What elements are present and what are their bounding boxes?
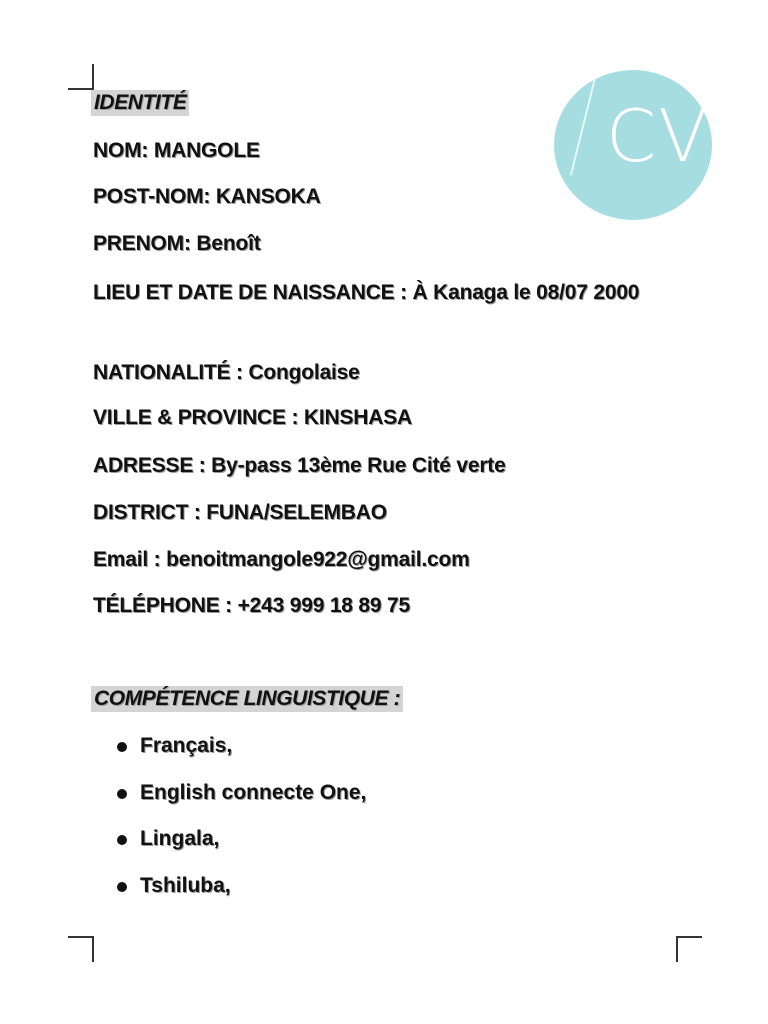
field-birth: LIEU ET DATE DE NAISSANCE : À Kanaga le 08/07 2000	[93, 281, 640, 304]
field-nom: NOM: MANGOLE	[93, 139, 260, 162]
field-prenom: PRENOM: Benoît	[93, 232, 261, 255]
list-item	[117, 734, 366, 781]
field-email: Email : benoitmangole922@gmail.com	[93, 548, 470, 571]
language-list	[117, 734, 366, 920]
logo-slash	[570, 78, 596, 176]
bullet-icon	[117, 835, 127, 845]
bullet-icon	[117, 789, 127, 799]
list-item	[117, 874, 366, 921]
crop-mark-bottom-right	[676, 936, 702, 962]
bullet-icon	[117, 882, 127, 892]
list-item	[117, 827, 366, 874]
cv-logo	[554, 70, 712, 220]
crop-mark-bottom-left	[68, 936, 94, 962]
language-label: Lingala,	[140, 827, 220, 850]
language-label: Tshiluba,	[140, 873, 231, 897]
field-post-nom: POST-NOM: KANSOKA	[93, 185, 321, 208]
language-label: English connecte One,	[140, 780, 367, 804]
section-title-languages: COMPÉTENCE LINGUISTIQUE :	[91, 686, 403, 712]
field-city-province: VILLE & PROVINCE : KINSHASA	[93, 406, 412, 429]
language-label: Français,	[140, 734, 233, 757]
field-phone: TÉLÉPHONE : +243 999 18 89 75	[93, 594, 410, 617]
field-nationality: NATIONALITÉ : Congolaise	[93, 361, 360, 384]
field-district: DISTRICT : FUNA/SELEMBAO	[93, 501, 387, 524]
section-title-identity: IDENTITÉ	[91, 90, 189, 116]
bullet-icon	[117, 742, 127, 752]
field-address: ADRESSE : By-pass 13ème Rue Cité verte	[93, 454, 506, 477]
logo-text: CV	[606, 94, 710, 178]
list-item	[117, 781, 366, 828]
crop-mark-top-left	[68, 64, 94, 90]
